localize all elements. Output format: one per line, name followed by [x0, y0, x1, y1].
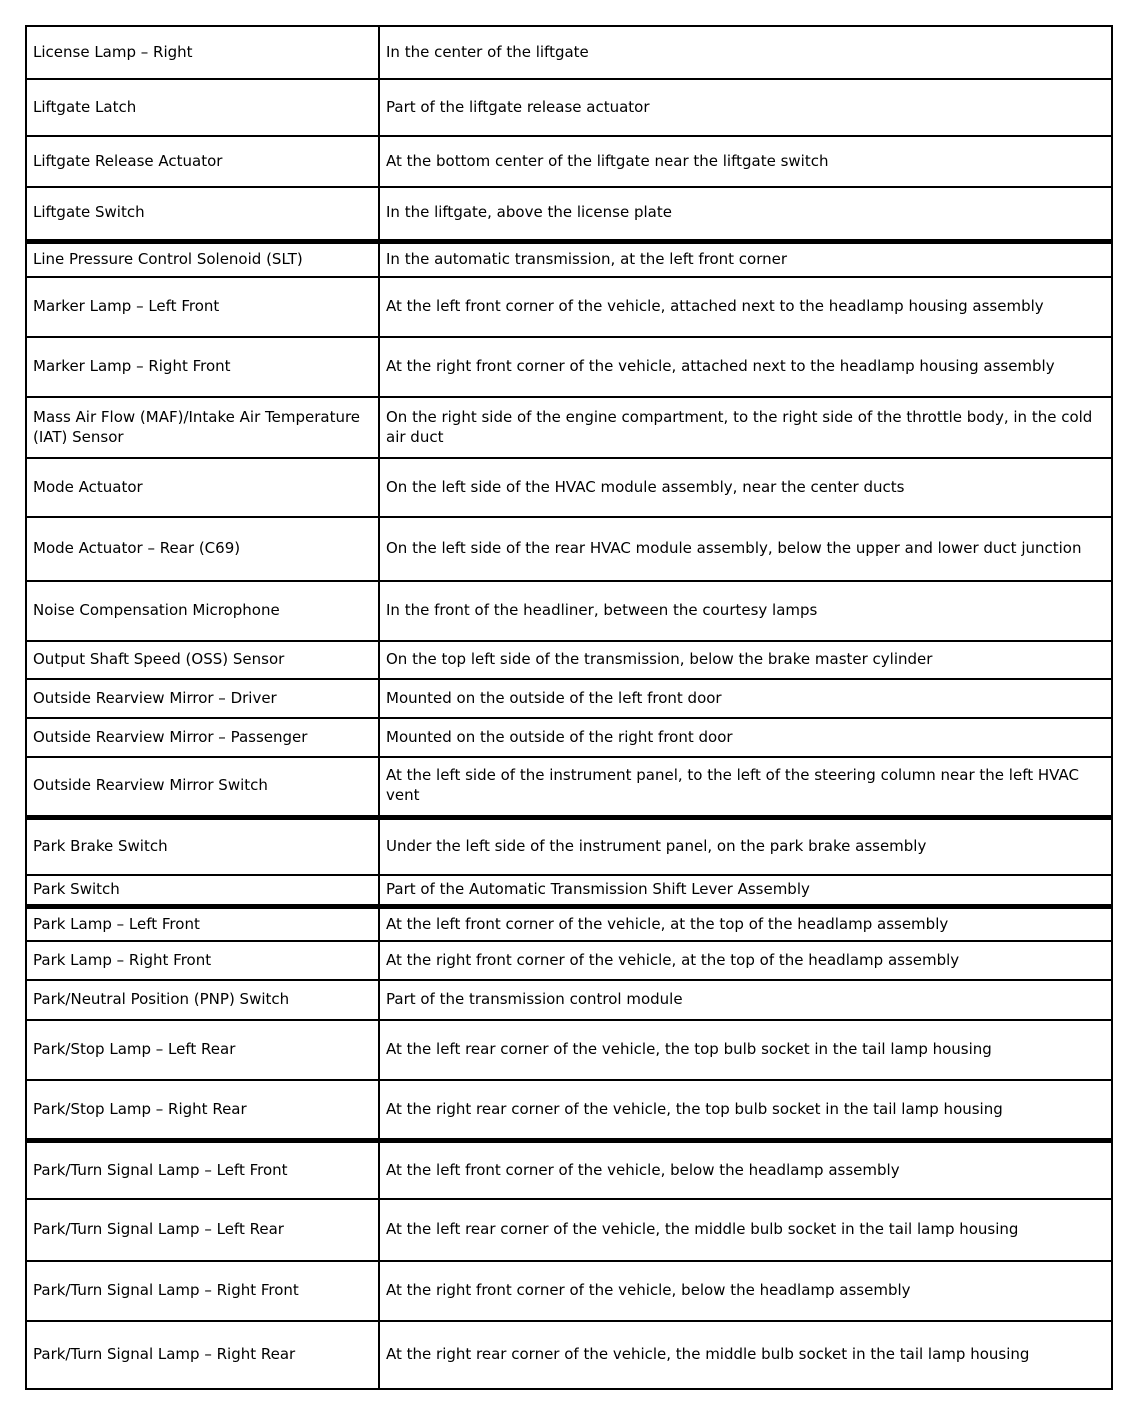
component-name-cell: Output Shaft Speed (OSS) Sensor: [26, 641, 379, 679]
component-name-cell: Liftgate Latch: [26, 79, 379, 136]
component-location-cell: Mounted on the outside of the left front door: [379, 679, 1112, 718]
component-name-cell: Park/Stop Lamp – Left Rear: [26, 1020, 379, 1080]
component-name-cell: Park/Stop Lamp – Right Rear: [26, 1080, 379, 1140]
table-row: [26, 1321, 1112, 1389]
component-location-cell: On the top left side of the transmission, below the brake master cylinder: [379, 641, 1112, 679]
table-row: [26, 641, 1112, 679]
table-row: [26, 718, 1112, 757]
component-location-cell: Mounted on the outside of the right front door: [379, 718, 1112, 757]
component-name-cell: Marker Lamp – Left Front: [26, 277, 379, 337]
component-name-cell: Park/Turn Signal Lamp – Left Rear: [26, 1199, 379, 1261]
component-name-cell: Park Lamp – Right Front: [26, 941, 379, 980]
component-location-cell: At the right front corner of the vehicle, at the top of the headlamp assembly: [379, 941, 1112, 980]
component-location-cell: Part of the liftgate release actuator: [379, 79, 1112, 136]
component-location-cell: At the right rear corner of the vehicle, the top bulb socket in the tail lamp housing: [379, 1080, 1112, 1140]
component-name-cell: License Lamp – Right: [26, 26, 379, 79]
component-name-cell: Liftgate Release Actuator: [26, 136, 379, 187]
component-name-cell: Park Lamp – Left Front: [26, 906, 379, 941]
table-row: [26, 1199, 1112, 1261]
component-name-cell: Liftgate Switch: [26, 187, 379, 241]
component-location-cell: In the automatic transmission, at the left front corner: [379, 241, 1112, 277]
table-row: [26, 679, 1112, 718]
component-location-cell: At the left rear corner of the vehicle, the middle bulb socket in the tail lamp housing: [379, 1199, 1112, 1261]
table-row: [26, 337, 1112, 397]
component-name-cell: Park/Neutral Position (PNP) Switch: [26, 980, 379, 1020]
component-location-cell: At the left front corner of the vehicle, attached next to the headlamp housing assembly: [379, 277, 1112, 337]
component-location-cell: At the left rear corner of the vehicle, the top bulb socket in the tail lamp housing: [379, 1020, 1112, 1080]
table-row: [26, 79, 1112, 136]
component-name-cell: Outside Rearview Mirror Switch: [26, 757, 379, 817]
component-location-cell: Part of the transmission control module: [379, 980, 1112, 1020]
component-name-cell: Noise Compensation Microphone: [26, 581, 379, 641]
component-name-cell: Park/Turn Signal Lamp – Right Front: [26, 1261, 379, 1321]
component-location-cell: On the left side of the rear HVAC module assembly, below the upper and lower duct junction: [379, 517, 1112, 581]
component-location-cell: Part of the Automatic Transmission Shift Lever Assembly: [379, 875, 1112, 906]
component-name-cell: Park/Turn Signal Lamp – Left Front: [26, 1140, 379, 1199]
table-row: [26, 757, 1112, 817]
component-location-cell: At the left side of the instrument panel, to the left of the steering column near the left HVAC vent: [379, 757, 1112, 817]
component-name-cell: Marker Lamp – Right Front: [26, 337, 379, 397]
component-name-cell: Mode Actuator – Rear (C69): [26, 517, 379, 581]
table-row: [26, 875, 1112, 906]
table-row: [26, 1080, 1112, 1140]
table-row: [26, 397, 1112, 458]
component-location-cell: In the front of the headliner, between the courtesy lamps: [379, 581, 1112, 641]
component-location-cell: At the bottom center of the liftgate near the liftgate switch: [379, 136, 1112, 187]
component-location-cell: On the left side of the HVAC module assembly, near the center ducts: [379, 458, 1112, 517]
component-name-cell: Outside Rearview Mirror – Driver: [26, 679, 379, 718]
table-row: [26, 241, 1112, 277]
component-name-cell: Line Pressure Control Solenoid (SLT): [26, 241, 379, 277]
component-location-cell: In the liftgate, above the license plate: [379, 187, 1112, 241]
component-name-cell: Outside Rearview Mirror – Passenger: [26, 718, 379, 757]
component-location-cell: At the right front corner of the vehicle, attached next to the headlamp housing assembly: [379, 337, 1112, 397]
table-row: [26, 26, 1112, 79]
table-row: [26, 1261, 1112, 1321]
table-row: [26, 1140, 1112, 1199]
component-name-cell: Park Brake Switch: [26, 817, 379, 875]
component-name-cell: Mass Air Flow (MAF)/Intake Air Temperature (IAT) Sensor: [26, 397, 379, 458]
table-row: [26, 458, 1112, 517]
component-name-cell: Park/Turn Signal Lamp – Right Rear: [26, 1321, 379, 1389]
component-location-cell: At the right rear corner of the vehicle, the middle bulb socket in the tail lamp housing: [379, 1321, 1112, 1389]
table-row: [26, 941, 1112, 980]
table-row: [26, 187, 1112, 241]
component-name-cell: Mode Actuator: [26, 458, 379, 517]
table-row: [26, 581, 1112, 641]
component-location-cell: At the left front corner of the vehicle, below the headlamp assembly: [379, 1140, 1112, 1199]
table-row: [26, 906, 1112, 941]
component-location-cell: On the right side of the engine compartment, to the right side of the throttle body, in the cold air duct: [379, 397, 1112, 458]
table-row: [26, 980, 1112, 1020]
component-location-cell: At the left front corner of the vehicle, at the top of the headlamp assembly: [379, 906, 1112, 941]
component-location-cell: In the center of the liftgate: [379, 26, 1112, 79]
table-row: [26, 517, 1112, 581]
table-row: [26, 136, 1112, 187]
component-location-table: [25, 25, 1113, 1390]
table-row: [26, 277, 1112, 337]
component-table-body: [26, 26, 1112, 1389]
component-location-cell: Under the left side of the instrument panel, on the park brake assembly: [379, 817, 1112, 875]
component-location-cell: At the right front corner of the vehicle, below the headlamp assembly: [379, 1261, 1112, 1321]
table-row: [26, 1020, 1112, 1080]
table-row: [26, 817, 1112, 875]
component-name-cell: Park Switch: [26, 875, 379, 906]
